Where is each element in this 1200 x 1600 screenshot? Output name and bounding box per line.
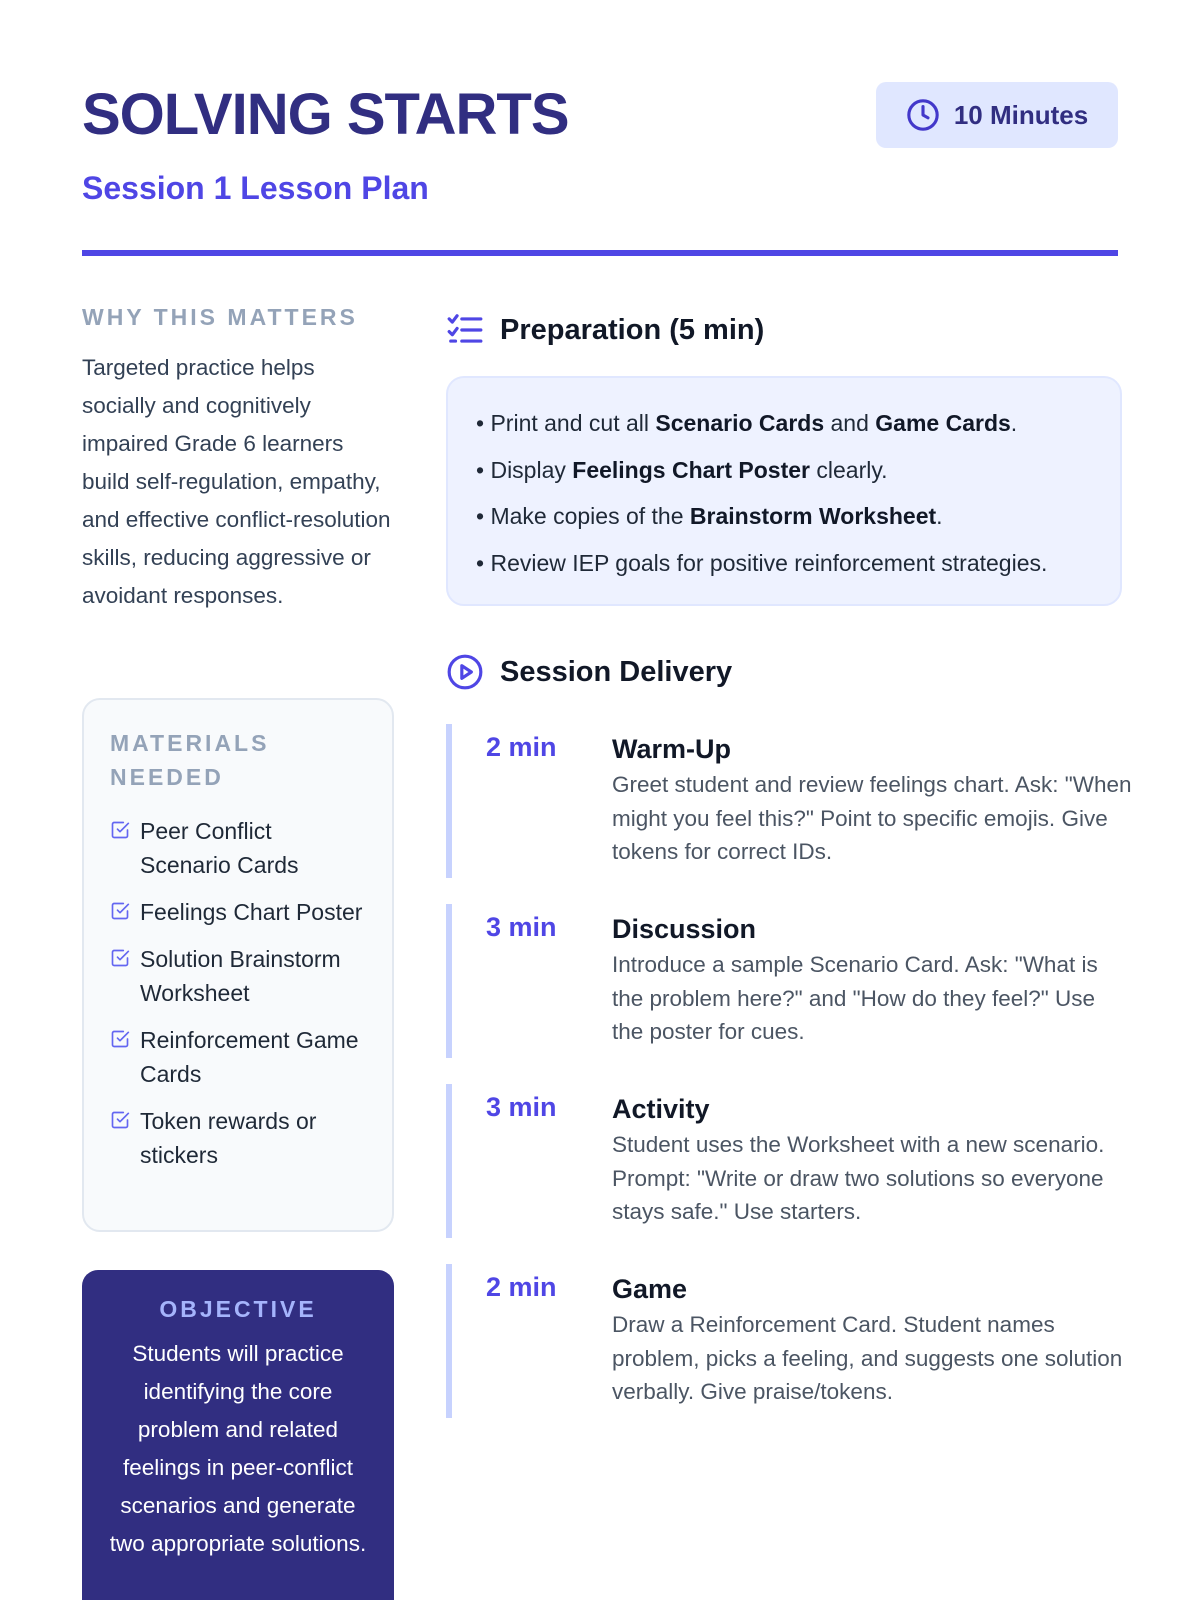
delivery-step <box>446 724 1132 878</box>
checkbox-icon <box>110 948 130 968</box>
prep-bold: Game Cards <box>875 410 1011 436</box>
material-label: Token rewards or stickers <box>140 1108 317 1168</box>
material-item <box>110 1023 366 1091</box>
material-label: Solution Brainstorm Worksheet <box>140 946 341 1006</box>
material-item <box>110 1104 366 1172</box>
delivery-step <box>446 904 1122 1058</box>
prep-text: and <box>824 410 876 436</box>
preparation-heading: Preparation (5 min) <box>500 313 765 346</box>
objective-text: Students will practice identifying the core problem and related feelings in peer-conflict scenarios and generate two appropriate solutions. <box>109 1341 367 1556</box>
checkbox-icon <box>110 1110 130 1130</box>
page-header <box>82 80 1118 256</box>
material-label: Feelings Chart Poster <box>140 899 363 925</box>
play-circle-icon <box>446 653 484 691</box>
material-label: Peer Conflict Scenario Cards <box>140 818 299 878</box>
step-content <box>612 1092 1132 1229</box>
prep-text: Review IEP goals for positive reinforcement strategies. <box>490 549 1048 576</box>
step-content <box>612 732 1132 869</box>
delivery-heading: Session Delivery <box>500 655 733 688</box>
duration-label: 10 Minutes <box>953 99 1089 130</box>
page-subtitle: Session 1 Lesson Plan <box>82 170 429 206</box>
objective-label: OBJECTIVE <box>159 1296 317 1322</box>
prep-item: • Print and cut all Scenario Cards and Game Cards. <box>476 410 1018 436</box>
delivery-step <box>446 1084 1122 1238</box>
clock-icon <box>906 98 940 132</box>
delivery-header <box>446 650 1122 694</box>
prep-item: • Make copies of the Brainstorm Worksheet. <box>476 503 943 529</box>
prep-text: Make copies of the <box>490 503 690 529</box>
step-title: Game <box>612 1274 688 1304</box>
material-item <box>110 895 366 929</box>
left-column <box>82 304 394 1556</box>
materials-label: MATERIALS NEEDED <box>110 730 270 790</box>
prep-text: . <box>936 503 943 529</box>
checkbox-icon <box>110 1029 130 1049</box>
prep-bold: Feelings Chart Poster <box>572 456 810 483</box>
step-content <box>612 1272 1132 1409</box>
step-title: Discussion <box>612 914 757 944</box>
material-label: Reinforcement Game Cards <box>140 1027 359 1087</box>
step-time: 2 min <box>486 732 557 762</box>
prep-text: Display <box>490 456 573 483</box>
step-description: Draw a Reinforcement Card. Student names problem, picks a feeling, and suggests one solution verbally. Give praise/tokens. <box>612 1312 1123 1404</box>
delivery-step <box>446 1264 1122 1418</box>
materials-list <box>110 814 366 1172</box>
materials-card <box>82 698 394 1232</box>
prep-text: Print and cut all <box>490 410 656 436</box>
page-title: SOLVING STARTS <box>82 82 569 147</box>
step-title: Warm-Up <box>612 734 731 764</box>
step-description: Student uses the Worksheet with a new scenario. Prompt: "Write or draw two solutions so everyone stays safe." Use starters. <box>612 1132 1105 1224</box>
why-label: WHY THIS MATTERS <box>82 304 358 330</box>
prep-bold: Brainstorm Worksheet <box>689 503 937 529</box>
step-description: Introduce a sample Scenario Card. Ask: "What is the problem here?" and "How do they feel?" Use the poster for cues. <box>612 952 1098 1044</box>
checkbox-icon <box>110 820 130 840</box>
right-column <box>446 308 1132 1444</box>
preparation-section <box>446 308 1122 606</box>
why-section <box>82 304 394 615</box>
checklist-icon <box>446 311 484 349</box>
step-time: 3 min <box>486 912 557 942</box>
why-text: Targeted practice helps socially and cognitively impaired Grade 6 learners build self-regulation, empathy, and effective conflict-resolution skills, reducing aggressive or avoidant responses. <box>82 355 391 608</box>
prep-item: • Review IEP goals for positive reinforcement strategies. <box>476 549 1048 576</box>
material-item <box>110 942 366 1010</box>
prep-text: . <box>1010 410 1018 436</box>
step-time: 2 min <box>486 1272 557 1302</box>
step-time: 3 min <box>486 1092 557 1122</box>
step-content <box>612 912 1132 1049</box>
prep-bold: Scenario Cards <box>655 410 825 436</box>
delivery-section <box>446 650 1132 1418</box>
material-item <box>110 814 366 882</box>
step-title: Activity <box>612 1094 710 1124</box>
duration-badge <box>876 82 1118 148</box>
delivery-steps <box>446 724 1132 1418</box>
preparation-header <box>446 308 1122 352</box>
objective-card <box>82 1270 394 1600</box>
prep-item: • Display Feelings Chart Poster clearly. <box>476 456 888 483</box>
prep-text: clearly. <box>810 456 888 483</box>
preparation-card <box>446 376 1122 606</box>
step-description: Greet student and review feelings chart. Ask: "When might you feel this?" Point to specific emojis. Give tokens for correct IDs. <box>612 772 1132 864</box>
checkbox-icon <box>110 901 130 921</box>
